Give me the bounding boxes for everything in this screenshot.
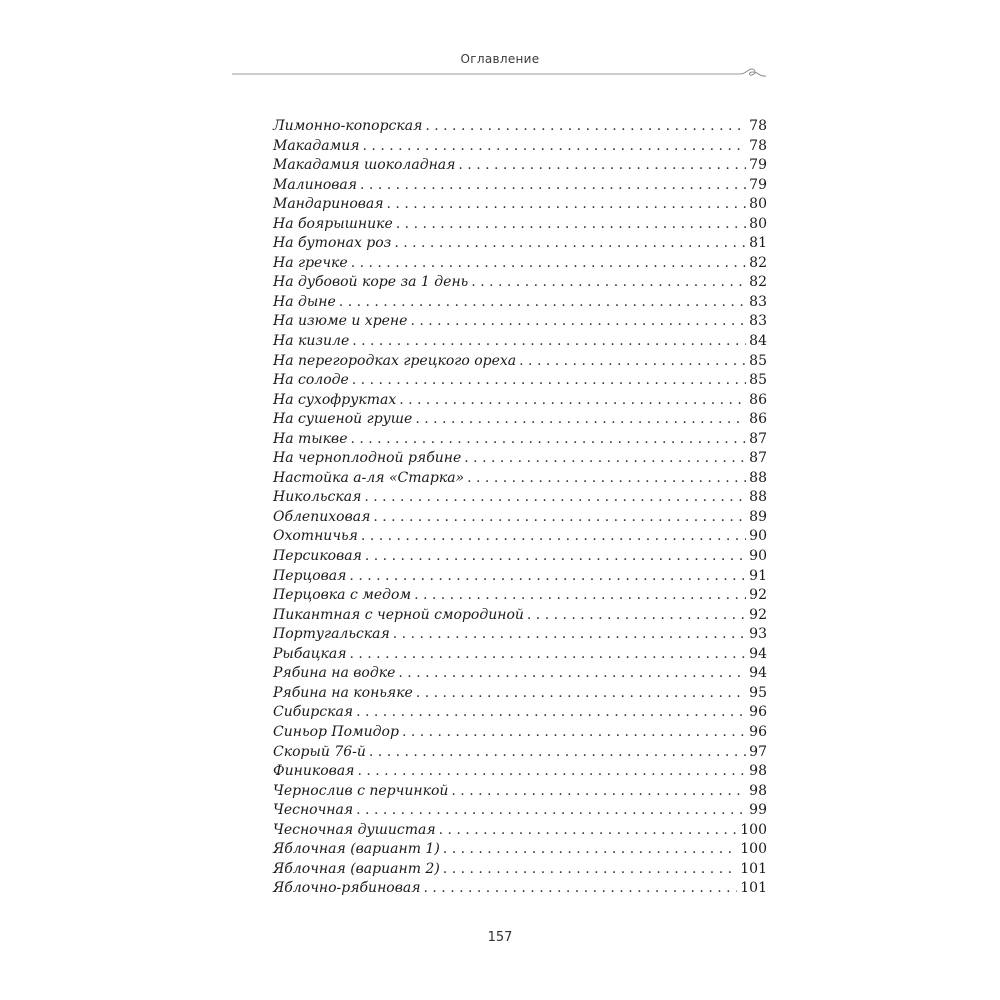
toc-entry: [273, 664, 767, 684]
toc-entry-title: Настойка а-ля «Старка»: [273, 469, 465, 486]
dot-leader: [356, 801, 746, 821]
toc-entry-page: 94: [749, 645, 767, 662]
toc-entry: [273, 586, 767, 606]
toc-entry-page: 90: [749, 528, 767, 545]
toc-entry-title: Макадамия: [273, 137, 360, 154]
toc-entry-page: 79: [749, 157, 767, 174]
toc-entry: [273, 840, 767, 860]
toc-entry: [273, 332, 767, 352]
toc-entry-title: На кизиле: [273, 333, 350, 350]
toc-entry: [273, 156, 767, 176]
toc-entry-title: Мандариновая: [273, 196, 384, 213]
toc-entry-page: 101: [740, 860, 767, 877]
dot-leader: [357, 762, 746, 782]
dot-leader: [519, 352, 746, 372]
toc-entry-page: 82: [749, 274, 767, 291]
toc-entry: [273, 567, 767, 587]
toc-entry-page: 83: [749, 313, 767, 330]
toc-entry-page: 90: [749, 548, 767, 565]
dot-leader: [443, 840, 737, 860]
toc-entry-title: Малиновая: [273, 176, 358, 193]
toc-entry-page: 96: [749, 704, 767, 721]
toc-entry: [273, 762, 767, 782]
toc-entry: [273, 469, 767, 489]
dot-leader: [399, 391, 746, 411]
toc-entry: [273, 312, 767, 332]
dot-leader: [467, 469, 746, 489]
toc-entry-title: Яблочная (вариант 2): [273, 860, 440, 877]
dot-leader: [364, 488, 746, 508]
toc-entry: [273, 488, 767, 508]
dot-leader: [365, 547, 746, 567]
toc-entry-title: На тыкве: [273, 430, 348, 447]
toc-entry-title: На солоде: [273, 372, 349, 389]
toc-entry: [273, 117, 767, 137]
toc-entry: [273, 273, 767, 293]
toc-entry-title: Скорый 76-й: [273, 743, 366, 760]
dot-leader: [352, 332, 746, 352]
toc-entry-title: Охотничья: [273, 528, 358, 545]
toc-entry-page: 98: [749, 782, 767, 799]
dot-leader: [349, 567, 746, 587]
toc-entry-page: 80: [749, 215, 767, 232]
toc-entry-page: 80: [749, 196, 767, 213]
toc-entry: [273, 860, 767, 880]
header-rule-ornament: [232, 66, 768, 80]
dot-leader: [351, 254, 746, 274]
toc-entry-page: 88: [749, 489, 767, 506]
toc-entry-page: 88: [749, 469, 767, 486]
toc-entry-title: Лимонно-копорская: [273, 118, 423, 134]
toc-entry-title: На бутонах роз: [273, 235, 392, 252]
toc-entry-page: 78: [749, 118, 767, 134]
toc-entry-page: 91: [749, 567, 767, 584]
toc-entry-page: 78: [749, 137, 767, 154]
toc-entry: [273, 352, 767, 372]
toc-entry-title: Чесночная душистая: [273, 821, 436, 838]
toc-entry-title: Синьор Помидор: [273, 723, 399, 740]
dot-leader: [415, 410, 746, 430]
toc-entry-title: Облепиховая: [273, 508, 371, 525]
dot-leader: [396, 215, 746, 235]
dot-leader: [439, 821, 738, 841]
toc-entry: [273, 254, 767, 274]
toc-entry-title: Рябина на водке: [273, 665, 396, 682]
toc-entry-title: На сухофруктах: [273, 391, 397, 408]
toc-entry-page: 85: [749, 352, 767, 369]
dot-leader: [527, 606, 746, 626]
toc-entry: [273, 606, 767, 626]
toc-entry-page: 86: [749, 391, 767, 408]
toc-entry: [273, 743, 767, 763]
dot-leader: [352, 371, 746, 391]
dot-leader: [464, 449, 746, 469]
toc-entry: [273, 703, 767, 723]
toc-entry-page: 96: [749, 723, 767, 740]
toc-entry: [273, 801, 767, 821]
dot-leader: [458, 156, 746, 176]
toc-entry-title: На дыне: [273, 293, 336, 310]
toc-entry-title: Перцовка с медом: [273, 587, 412, 604]
toc-entry: [273, 645, 767, 665]
toc-entry: [273, 195, 767, 215]
toc-entry: [273, 391, 767, 411]
dot-leader: [424, 879, 738, 899]
dot-leader: [398, 664, 746, 684]
toc-entry-page: 100: [740, 821, 767, 838]
toc-entry: [273, 508, 767, 528]
dot-leader: [394, 234, 746, 254]
toc-entry-title: Яблочная (вариант 1): [273, 841, 440, 858]
toc-entry-page: 84: [749, 333, 767, 350]
table-of-contents: [273, 117, 767, 899]
toc-entry-title: Чернослив с перчинкой: [273, 782, 449, 799]
dot-leader: [471, 273, 746, 293]
toc-entry-title: Сибирская: [273, 704, 354, 721]
toc-entry-title: Чесночная: [273, 802, 354, 819]
toc-entry-page: 94: [749, 665, 767, 682]
toc-entry: [273, 527, 767, 547]
toc-entry-title: Персиковая: [273, 548, 362, 565]
toc-entry-page: 93: [749, 626, 767, 643]
toc-entry-title: На боярышнике: [273, 215, 393, 232]
toc-entry-title: Рябина на коньяке: [273, 684, 413, 701]
toc-entry-title: На гречке: [273, 254, 348, 271]
toc-entry: [273, 879, 767, 899]
dot-leader: [363, 137, 747, 157]
toc-entry-title: Рыбацкая: [273, 645, 347, 662]
toc-entry: [273, 430, 767, 450]
toc-entry-page: 81: [749, 235, 767, 252]
dot-leader: [350, 430, 746, 450]
dot-leader: [393, 625, 746, 645]
toc-entry-page: 99: [749, 802, 767, 819]
dot-leader: [369, 743, 746, 763]
toc-entry: [273, 547, 767, 567]
toc-entry-title: Макадамия шоколадная: [273, 157, 456, 174]
toc-entry-title: На сушеной груше: [273, 411, 413, 428]
running-head: Оглавление: [460, 52, 540, 66]
dot-leader: [373, 508, 746, 528]
toc-entry-title: Яблочно-рябиновая: [273, 880, 421, 897]
dot-leader: [414, 586, 746, 606]
toc-entry-page: 87: [749, 450, 767, 467]
toc-entry-page: 97: [749, 743, 767, 760]
dot-leader: [387, 195, 747, 215]
toc-entry-page: 98: [749, 763, 767, 780]
dot-leader: [443, 860, 737, 880]
toc-entry-page: 82: [749, 254, 767, 271]
toc-entry: [273, 410, 767, 430]
toc-entry: [273, 782, 767, 802]
toc-entry: [273, 234, 767, 254]
toc-entry-title: Перцовая: [273, 567, 347, 584]
toc-entry: [273, 137, 767, 157]
toc-entry-page: 83: [749, 293, 767, 310]
toc-entry: [273, 215, 767, 235]
dot-leader: [402, 723, 746, 743]
toc-entry-page: 86: [749, 411, 767, 428]
dot-leader: [339, 293, 746, 313]
toc-entry: [273, 684, 767, 704]
toc-entry-page: 92: [749, 606, 767, 623]
toc-entry-page: 101: [740, 880, 767, 897]
toc-entry-title: На дубовой коре за 1 день: [273, 274, 469, 291]
page-number: 157: [487, 930, 513, 945]
toc-entry-title: На перегородках грецкого ореха: [273, 352, 517, 369]
toc-entry: [273, 625, 767, 645]
dot-leader: [410, 312, 746, 332]
toc-entry: [273, 176, 767, 196]
dot-leader: [425, 117, 746, 137]
toc-entry: [273, 723, 767, 743]
toc-entry-title: Пикантная с черной смородиной: [273, 606, 524, 623]
toc-entry-title: На черноплодной рябине: [273, 450, 462, 467]
toc-entry-title: На изюме и хрене: [273, 313, 408, 330]
toc-entry-page: 100: [740, 841, 767, 858]
dot-leader: [360, 176, 746, 196]
toc-entry-title: Финиковая: [273, 763, 355, 780]
dot-leader: [451, 782, 746, 802]
dot-leader: [349, 645, 746, 665]
toc-entry-title: Португальская: [273, 626, 390, 643]
toc-entry-page: 89: [749, 508, 767, 525]
toc-entry-page: 92: [749, 587, 767, 604]
toc-entry-title: Никольская: [273, 489, 362, 506]
toc-entry-page: 85: [749, 372, 767, 389]
toc-entry-page: 95: [749, 684, 767, 701]
dot-leader: [356, 703, 746, 723]
toc-entry: [273, 449, 767, 469]
toc-entry: [273, 371, 767, 391]
dot-leader: [416, 684, 746, 704]
toc-entry-page: 79: [749, 176, 767, 193]
toc-entry: [273, 293, 767, 313]
toc-entry: [273, 821, 767, 841]
dot-leader: [361, 527, 746, 547]
toc-entry-page: 87: [749, 430, 767, 447]
